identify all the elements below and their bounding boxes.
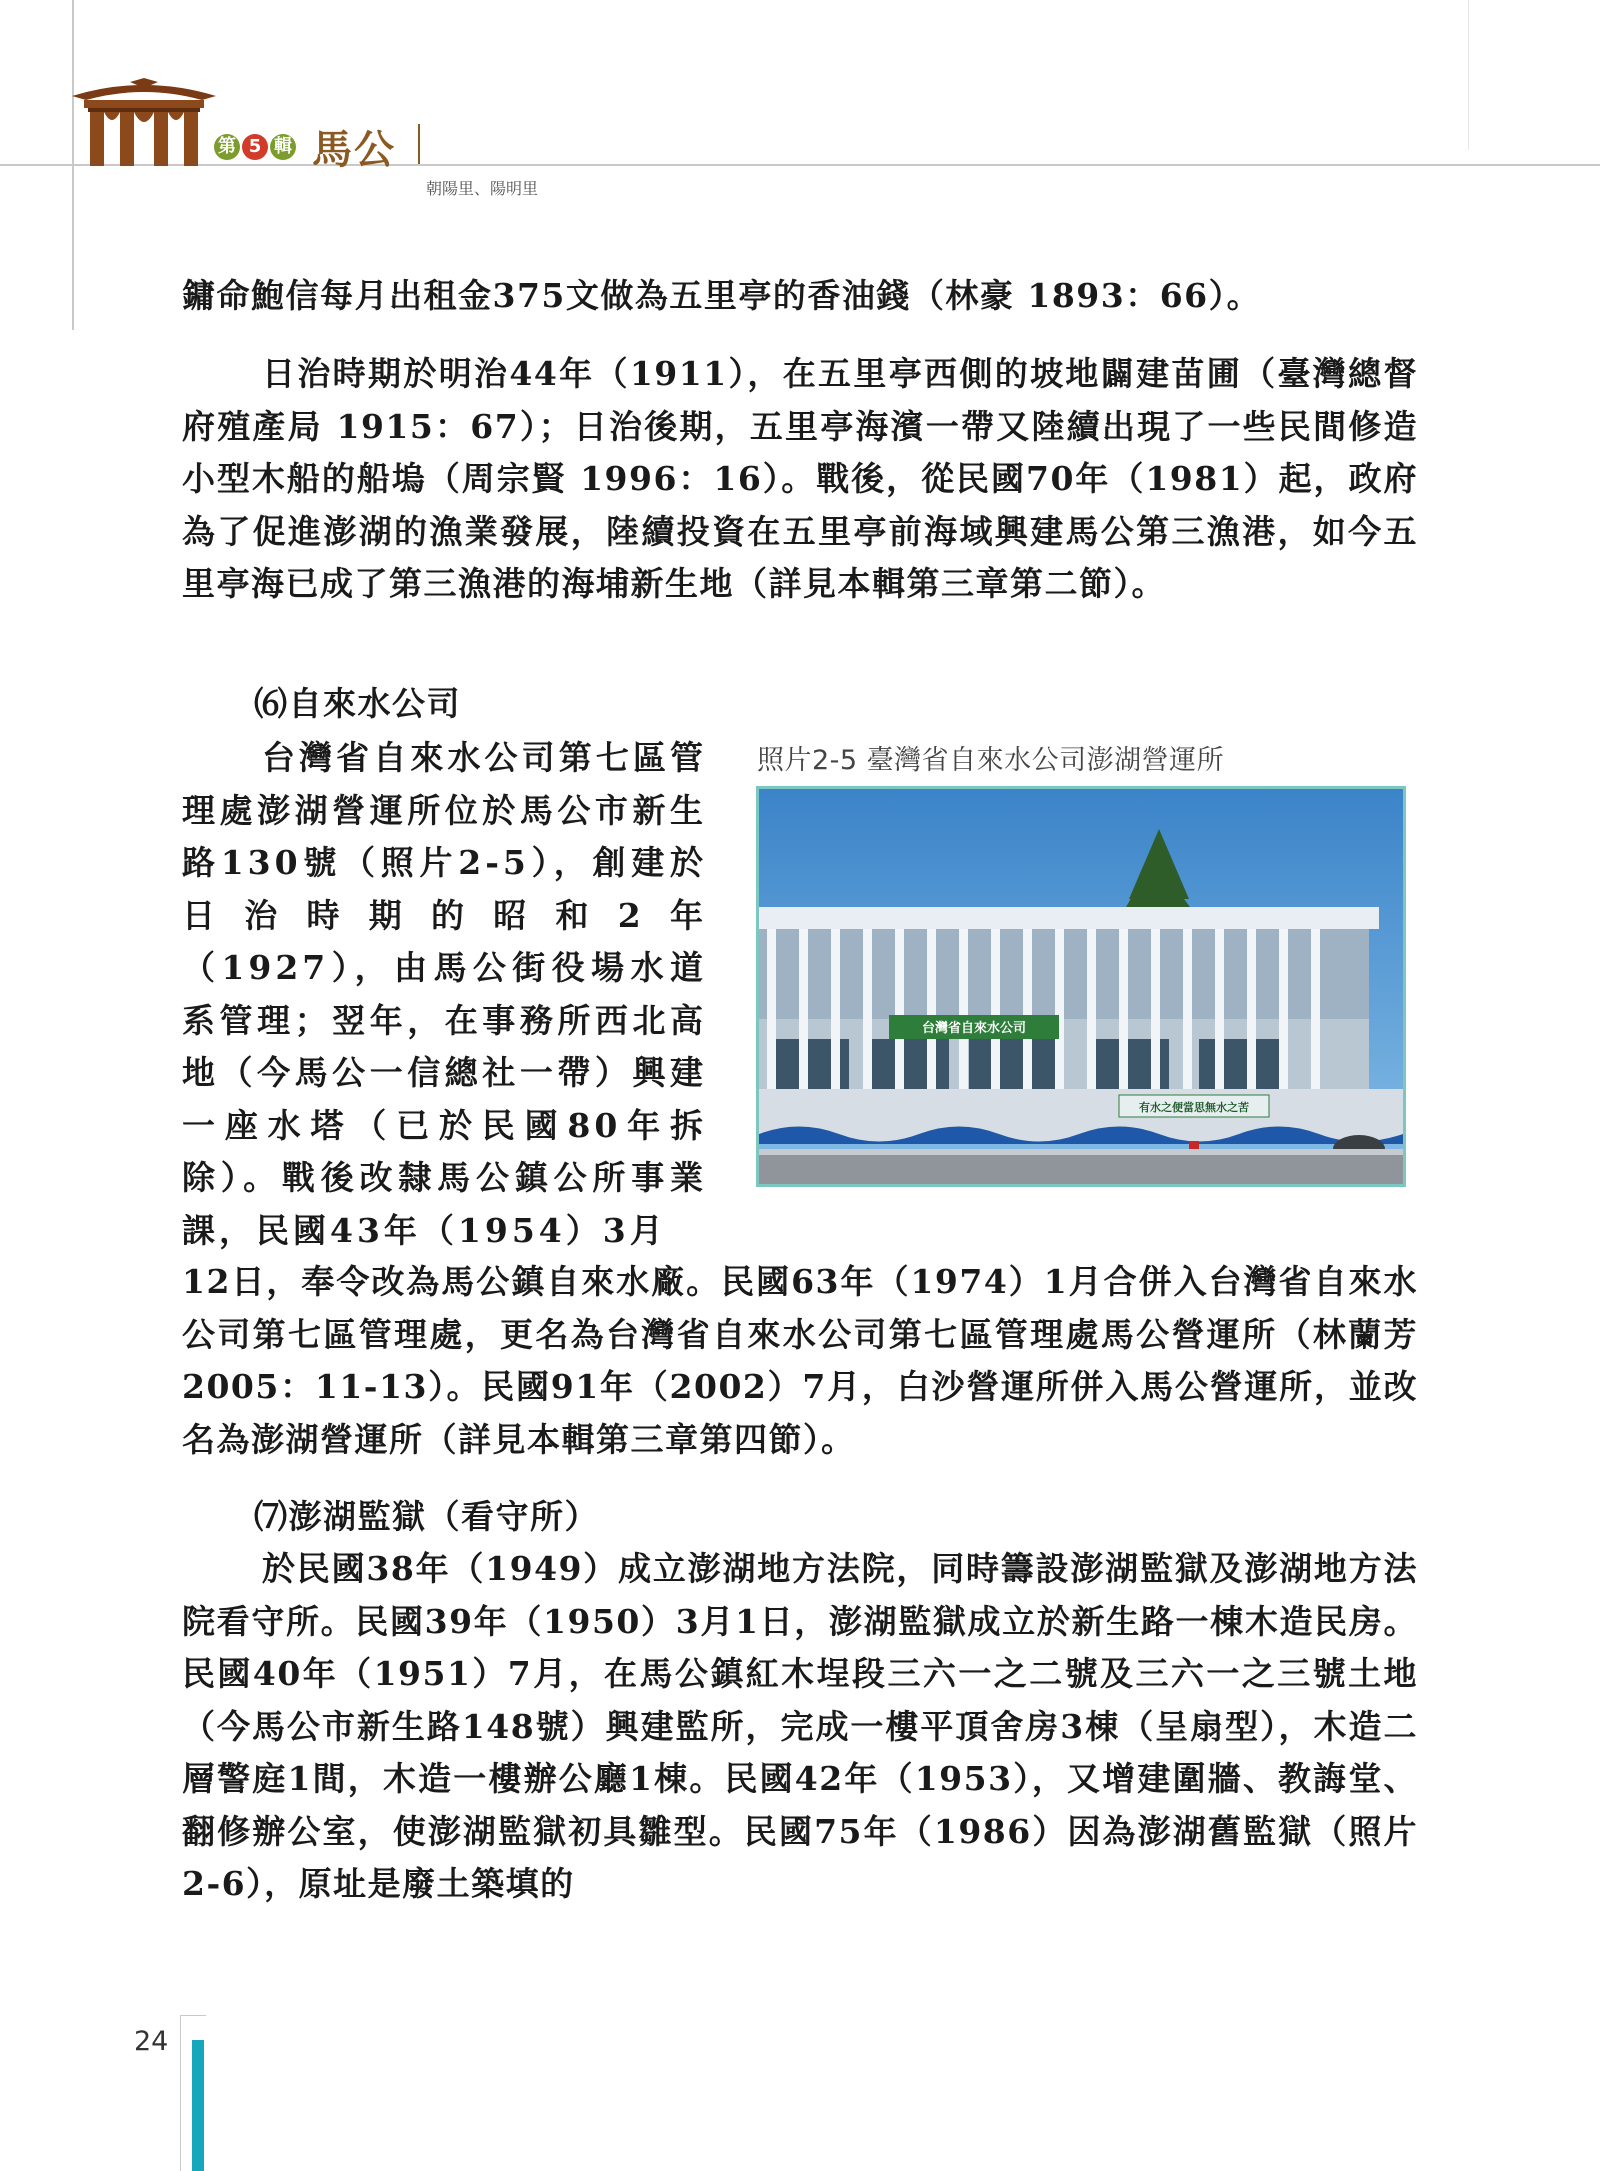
pavilion-logo-icon: [70, 78, 218, 166]
photo-water-company-building: [756, 786, 1406, 1187]
paragraph-1: 鏞命鮑信每月出租金375文做為五里亭的香油錢（林豪 1893：66）。: [182, 276, 1262, 315]
section-heading-water-company: ⑹自來水公司: [254, 684, 461, 723]
chapter-suffix: 輯: [270, 134, 296, 160]
wall-sign-text: 有水之便當思無水之苦: [1139, 1101, 1249, 1114]
page-number: 24: [134, 2026, 169, 2057]
paragraph-3b: 12日，奉令改為馬公鎮自來水廠。民國63年（1974）1月合併入台灣省自來水公司第七區管理處，更名為台灣省自來水公司第七區管理處馬公營運所（林蘭芳 2005：11-13）。民國91年（2002）7月，白沙營運所併入馬公營運所，並改名為澎湖營運所（詳見本輯第三章第四節）。: [182, 1262, 1418, 1459]
chapter-prefix: 第: [214, 134, 240, 160]
volume-title: 馬公: [312, 126, 396, 173]
chapter-number: 5: [242, 134, 268, 160]
paragraph-3a: 台灣省自來水公司第七區管理處澎湖營運所位於馬公市新生路130號（照片2-5），創建於日治時期的昭和2年（1927），由馬公街役場水道系管理；翌年，在事務所西北高地（今馬公一信總社一帶）興建一座水塔（已於民國80年拆除）。戰後改隸馬公鎮公所事業課，民國43年（1954）3月: [182, 738, 707, 1250]
paragraph-2: 日治時期於明治44年（1911），在五里亭西側的坡地闢建苗圃（臺灣總督府殖產局 1915：67）；日治後期，五里亭海濱一帶又陸續出現了一些民間修造小型木船的船塢（周宗賢 1996：16）。戰後，從民國70年（1981）起，政府為了促進澎湖的漁業發展，陸續投資在五里亭前海域興建馬公第三漁港，如今五里亭海已成了第三漁港的海埔新生地（詳見本輯第三章第二節）。: [182, 354, 1418, 603]
page-subtitle: 朝陽里、陽明里: [426, 179, 539, 198]
chapter-badge: [214, 132, 296, 162]
footer-accent-bar: [192, 2040, 204, 2171]
section-heading-penghu-prison: ⑺澎湖監獄（看守所）: [254, 1497, 599, 1536]
volume-title-divider: [418, 124, 420, 164]
header-vertical-rule-right: [1468, 0, 1469, 150]
header-horizontal-rule: [0, 164, 1600, 166]
building-sign-text: 台灣省自來水公司: [921, 1021, 1027, 1036]
paragraph-4: 於民國38年（1949）成立澎湖地方法院，同時籌設澎湖監獄及澎湖地方法院看守所。民國39年（1950）3月1日，澎湖監獄成立於新生路一棟木造民房。民國40年（1951）7月，在馬公鎮紅木埕段三六一之二號及三六一之三號土地（今馬公市新生路148號）興建監所，完成一樓平頂舍房3棟（呈扇型），木造二層警庭1間，木造一樓辦公廳1棟。民國42年（1953），又增建圍牆、教誨堂、翻修辦公室，使澎湖監獄初具雛型。民國75年（1986）因為澎湖舊監獄（照片2-6），原址是廢土築填的: [182, 1549, 1418, 1903]
photo-caption: 照片2-5 臺灣省自來水公司澎湖營運所: [757, 745, 1225, 776]
